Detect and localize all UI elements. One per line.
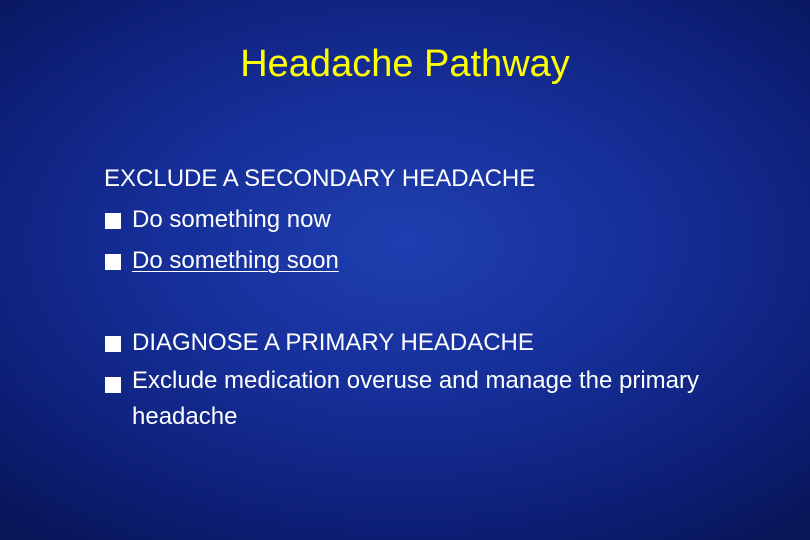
slide-body	[104, 158, 764, 437]
spacer	[104, 281, 764, 322]
bullet-item-do-now	[104, 199, 764, 240]
square-bullet-icon	[105, 336, 121, 352]
bullet-item-do-soon	[104, 240, 764, 281]
square-bullet-icon	[105, 254, 121, 270]
section-heading-secondary: EXCLUDE A SECONDARY HEADACHE	[104, 165, 536, 192]
square-bullet-icon	[105, 213, 121, 229]
square-bullet-icon	[105, 377, 121, 393]
bullet-text: DIAGNOSE A PRIMARY HEADACHE	[132, 329, 534, 356]
bullet-text: Do something soon	[132, 247, 339, 274]
slide-title: Headache Pathway	[240, 43, 570, 85]
bullet-item-exclude-overuse	[104, 363, 764, 437]
bullet-text: Exclude medication overuse and manage the primary headache	[132, 367, 699, 430]
bullet-text: Do something now	[132, 206, 331, 233]
bullet-item-diagnose-primary	[104, 322, 764, 363]
